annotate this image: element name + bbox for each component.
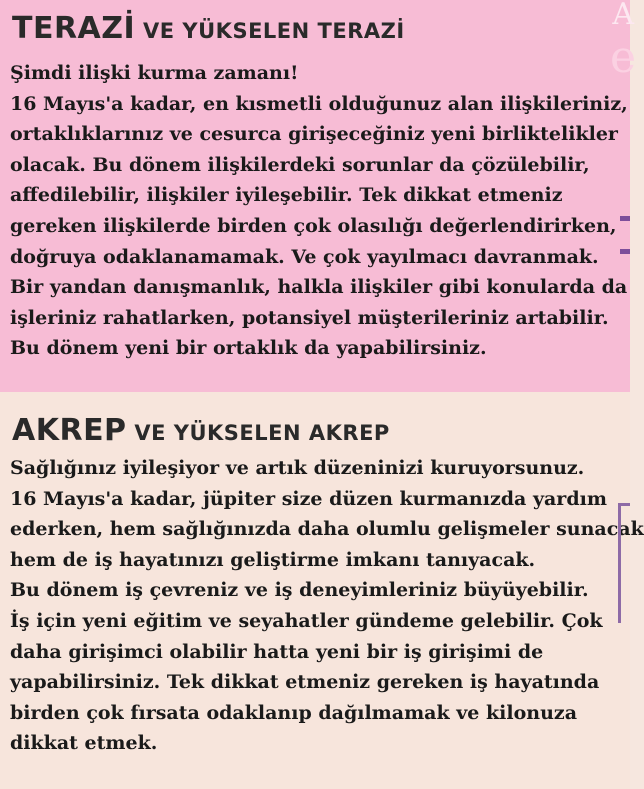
terazi-heading-rest: VE YÜKSELEN TERAZİ	[135, 19, 405, 43]
akrep-line: Sağlığınız iyileşiyor ve artık düzeninizi kuruyorsunuz.	[10, 457, 585, 479]
decorative-bracket-icon	[620, 216, 630, 254]
akrep-line: hem de iş hayatınızı geliştirme imkanı tanıyacak.	[10, 548, 536, 571]
akrep-heading	[12, 410, 390, 448]
akrep-line: birden çok fırsata odaklanıp dağılmamak ve kilonuza	[10, 701, 578, 724]
terazi-line: 16 Mayıs'a kadar, en kısmetli olduğunuz alan ilişkileriniz,	[10, 92, 628, 115]
terazi-line: doğruya odaklanamamak. Ve çok yayılmacı davranmak.	[10, 245, 599, 268]
terazi-line: Bir yandan danışmanlık, halkla ilişkiler gibi konularda da	[10, 276, 628, 299]
akrep-line: 16 Mayıs'a kadar, jüpiter size düzen kurmanızda yardım	[10, 487, 607, 510]
terazi-body	[10, 58, 628, 364]
akrep-line: Bu dönem iş çevreniz ve iş deneyimleriniz büyüyebilir.	[10, 579, 589, 602]
terazi-heading	[12, 8, 405, 46]
akrep-line: ederken, hem sağlığınızda daha olumlu gelişmeler sunacak	[10, 518, 644, 541]
watermark-letter: A	[612, 0, 634, 32]
terazi-section	[0, 0, 636, 392]
watermark-script-letter: e	[609, 32, 636, 83]
decorative-arrow-icon	[618, 503, 630, 623]
terazi-line: ortaklıklarınız ve cesurca girişeceğiniz yeni birliktelikler	[10, 123, 618, 146]
akrep-heading-rest: VE YÜKSELEN AKREP	[126, 421, 390, 445]
akrep-heading-sign: AKREP	[12, 413, 127, 448]
akrep-line: daha girişimci olabilir hatta yeni bir iş girişimi de	[10, 640, 544, 663]
terazi-heading-sign: TERAZİ	[12, 11, 136, 46]
akrep-line: yapabilirsiniz. Tek dikkat etmeniz gereken iş hayatında	[10, 671, 600, 694]
akrep-body	[10, 453, 644, 759]
terazi-line: işleriniz rahatlarken, potansiyel müşterileriniz artabilir.	[10, 306, 609, 329]
terazi-line: Şimdi ilişki kurma zamanı!	[10, 62, 299, 84]
akrep-line: dikkat etmek.	[10, 732, 158, 755]
akrep-section	[0, 392, 644, 789]
akrep-line: İş için yeni eğitim ve seyahatler gündeme gelebilir. Çok	[10, 609, 603, 632]
terazi-line: affedilebilir, ilişkiler iyileşebilir. Tek dikkat etmeniz	[10, 184, 563, 207]
terazi-line: olacak. Bu dönem ilişkilerdeki sorunlar da çözülebilir,	[10, 153, 590, 176]
terazi-line: gereken ilişkilerde birden çok olasılığı değerlendirirken,	[10, 214, 617, 237]
terazi-line: Bu dönem yeni bir ortaklık da yapabilirsiniz.	[10, 337, 487, 360]
